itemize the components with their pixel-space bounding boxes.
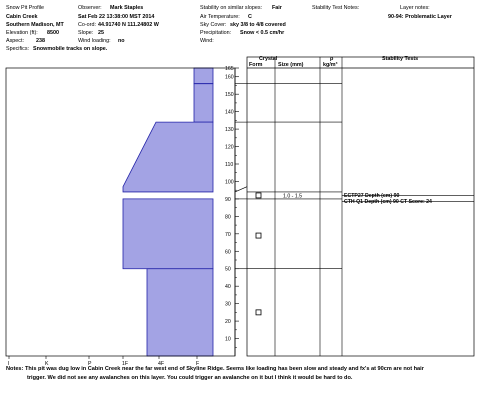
date-time: Sat Feb 22 13:38:00 MST 2014 (78, 14, 155, 20)
crystal-header: Crystal (259, 56, 278, 62)
hardness-tick-label-F: F (196, 361, 200, 367)
depth-tick-label-40: 40 (225, 284, 231, 291)
air-temp-label: Air Temperature: (200, 14, 240, 20)
slope-value: 25 (98, 30, 104, 36)
stability-notes-label: Stability Test Notes: (312, 5, 360, 11)
depth-tick-label-110: 110 (225, 162, 234, 168)
stability-tests-header: Stability Tests (382, 56, 419, 62)
air-temp-value: C (248, 14, 252, 20)
aspect-label: Aspect: (6, 38, 24, 44)
wind-loading-value: no (118, 38, 125, 44)
layer-connector (235, 187, 247, 192)
hardness-tick-label-1F: 1F (122, 361, 129, 367)
coord-label: Co-ord: (78, 22, 96, 28)
precip-label: Precipitation: (200, 30, 232, 36)
depth-tick-label-100: 100 (225, 179, 234, 186)
depth-tick-label-120: 120 (225, 144, 234, 151)
observer-label: Observer: (78, 5, 102, 11)
crystal-form-square-icon (256, 193, 261, 198)
stability-test-1: ECTP27 Depth (cm) 90 (344, 192, 400, 199)
wind-loading-label: Wind loading: (78, 38, 111, 44)
depth-tick-label-140: 140 (225, 109, 234, 116)
stability-similar-value: Fair (272, 5, 282, 11)
notes-line-2: trigger. We did not see any avalanches on this layer. You could trigger an avalanche on it but I think it would be hard to do. (27, 374, 353, 381)
depth-tick-label-50: 50 (225, 266, 231, 273)
size-header: Size (mm) (278, 62, 304, 68)
depth-tick-label-20: 20 (225, 319, 231, 326)
slope-label: Slope: (78, 30, 94, 36)
region: Southern Madison, MT (6, 22, 64, 28)
observer-value: Mark Staples (110, 5, 144, 11)
crystal-form-square-icon (256, 310, 261, 315)
aspect-value: 238 (36, 38, 45, 44)
coord-value: 44.91740 N 111.24802 W (98, 22, 159, 28)
depth-tick-label-90: 90 (225, 196, 231, 203)
profile-title: Snow Pit Profile (6, 5, 45, 11)
stability-similar-label: Stability on similar slopes: (200, 5, 263, 11)
depth-tick-label-160: 160 (225, 74, 234, 81)
sky-cover-label: Sky Cover: (200, 22, 227, 28)
layer-notes-label: Layer notes: (400, 5, 430, 11)
hardness-tick-label-I: I (8, 361, 10, 367)
stability-test-2: CTH Q1 Depth (cm) 90 CT Score: 24 (344, 198, 432, 205)
density-unit-header: kg/m³ (323, 62, 338, 68)
hardness-tick-label-P: P (88, 361, 92, 367)
depth-tick-label-165: 165 (225, 66, 234, 72)
depth-tick-label-130: 130 (225, 127, 234, 134)
depth-tick-label-70: 70 (225, 231, 231, 238)
wind-label: Wind: (200, 38, 214, 44)
precip-value: Snow < 0.5 cm/hr (240, 30, 285, 36)
crystal-size-1: 1.0 - 1.5 (283, 193, 303, 200)
depth-tick-label-30: 30 (225, 301, 231, 308)
hardness-tick-label-4F: 4F (158, 361, 165, 367)
layer-notes-value: 90-94: Problematic Layer (388, 14, 452, 20)
elevation-value: 8500 (47, 30, 59, 36)
hardness-layer-1 (194, 68, 213, 84)
form-header: Form (249, 62, 263, 68)
sky-cover-value: sky 3/8 to 4/8 covered (230, 22, 286, 28)
crystal-form-square-icon (256, 233, 261, 238)
location: Cabin Creek (6, 14, 38, 20)
density-header: ρ (330, 56, 334, 62)
specifics-value: Snowmobile tracks on slope. (33, 46, 108, 52)
hardness-layer-3 (123, 122, 213, 192)
specifics-label: Specifics: (6, 46, 30, 52)
depth-tick-label-150: 150 (225, 92, 234, 99)
hardness-layer-4 (123, 199, 213, 269)
depth-tick-label-80: 80 (225, 214, 231, 221)
elevation-label: Elevation (ft): (6, 30, 38, 36)
notes-label: Notes: (6, 366, 24, 372)
hardness-layer-2 (194, 84, 213, 122)
depth-tick-label-10: 10 (225, 336, 231, 343)
hardness-layer-5 (147, 269, 213, 356)
pit-notes (6, 365, 474, 382)
depth-tick-label-60: 60 (225, 249, 231, 256)
hardness-tick-label-K: K (45, 361, 49, 367)
data-table-frame (247, 57, 474, 356)
notes-line-1: This pit was dug low in Cabin Creek near the far west end of Skyline Ridge. Seems like loading has been slow and steady and fx's at 90cm are not hair (24, 366, 424, 372)
